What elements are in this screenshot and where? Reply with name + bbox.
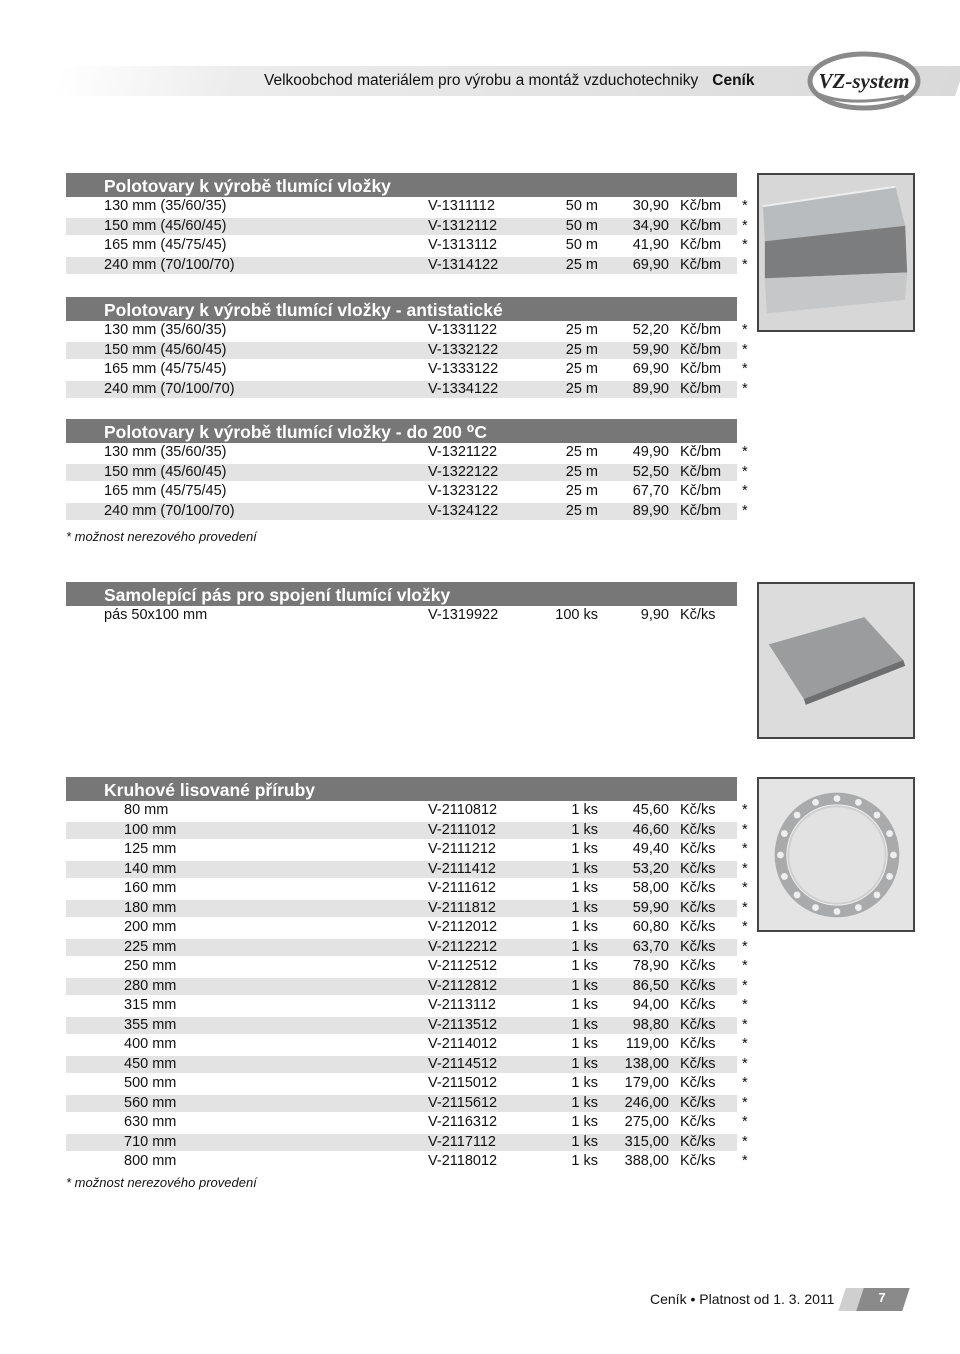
stainless-mark: * xyxy=(742,821,748,838)
package-quantity: 50 m xyxy=(565,198,598,214)
product-code: V-2113112 xyxy=(428,997,496,1013)
table-row xyxy=(66,1094,756,1114)
unit-price: 52,20 xyxy=(632,322,669,338)
price-unit: Kč/bm xyxy=(680,483,722,499)
price-unit: Kč/ks xyxy=(680,841,716,857)
package-quantity: 50 m xyxy=(565,217,598,234)
stainless-mark: * xyxy=(742,1133,748,1150)
unit-price: 119,00 xyxy=(625,1036,669,1052)
table-row xyxy=(66,217,756,237)
footer-validity: Ceník • Platnost od 1. 3. 2011 xyxy=(650,1291,835,1307)
stainless-mark: * xyxy=(742,444,748,460)
unit-price: 34,90 xyxy=(632,217,669,234)
stainless-mark: * xyxy=(742,880,748,896)
unit-price: 49,90 xyxy=(632,444,669,460)
table-row xyxy=(66,821,756,841)
package-quantity: 1 ks xyxy=(571,1094,598,1111)
price-unit: Kč/bm xyxy=(680,502,722,519)
product-code: V-2115012 xyxy=(428,1075,498,1091)
product-code: V-2115612 xyxy=(428,1094,498,1111)
product-code: V-2112812 xyxy=(428,977,498,994)
price-unit: Kč/ks xyxy=(680,802,716,818)
product-code: V-1333122 xyxy=(428,361,499,377)
unit-price: 59,90 xyxy=(632,341,669,358)
table-row xyxy=(66,860,756,880)
table-row xyxy=(66,443,756,463)
table-row xyxy=(66,360,756,380)
price-unit: Kč/ks xyxy=(680,1036,716,1052)
package-quantity: 1 ks xyxy=(571,997,598,1013)
price-unit: Kč/ks xyxy=(680,1114,716,1130)
section-title: Polotovary k výrobě tlumící vložky xyxy=(66,173,737,197)
package-quantity: 1 ks xyxy=(571,1133,598,1150)
price-unit: Kč/bm xyxy=(680,237,722,253)
header-label: Ceník xyxy=(712,72,755,89)
section-tlumici-vlozky xyxy=(66,173,756,275)
price-unit: Kč/ks xyxy=(680,919,716,935)
price-unit: Kč/ks xyxy=(680,938,716,955)
product-code: V-2112512 xyxy=(428,958,498,974)
product-name: 225 mm xyxy=(124,938,177,955)
product-code: V-2113512 xyxy=(428,1016,498,1033)
table-row xyxy=(66,197,756,217)
unit-price: 60,80 xyxy=(632,919,669,935)
product-code: V-2114012 xyxy=(428,1036,498,1052)
stainless-mark: * xyxy=(742,361,748,377)
package-quantity: 1 ks xyxy=(571,1016,598,1033)
product-code: V-2111412 xyxy=(428,860,496,877)
logo-graphic xyxy=(804,50,922,112)
price-unit: Kč/bm xyxy=(680,380,722,397)
price-rows xyxy=(66,197,756,275)
product-code: V-1311112 xyxy=(428,198,495,214)
package-quantity: 25 m xyxy=(565,502,598,519)
stainless-mark: * xyxy=(742,256,748,273)
product-name: 500 mm xyxy=(124,1075,177,1091)
unit-price: 179,00 xyxy=(624,1075,669,1091)
product-name: 165 mm (45/75/45) xyxy=(104,237,227,253)
package-quantity: 1 ks xyxy=(571,938,598,955)
unit-price: 89,90 xyxy=(632,380,669,397)
product-code: V-2112012 xyxy=(428,919,498,935)
product-name: 165 mm (45/75/45) xyxy=(104,483,227,499)
table-row xyxy=(66,1035,756,1055)
package-quantity: 25 m xyxy=(565,444,598,460)
stainless-mark: * xyxy=(742,198,748,214)
price-unit: Kč/bm xyxy=(680,341,722,358)
table-row xyxy=(66,236,756,256)
logo-text: VZ-system xyxy=(818,69,910,93)
table-row xyxy=(66,341,756,361)
product-name: 240 mm (70/100/70) xyxy=(104,256,235,273)
unit-price: 89,90 xyxy=(632,502,669,519)
package-quantity: 1 ks xyxy=(571,880,598,896)
unit-price: 86,50 xyxy=(632,977,669,994)
product-name: 200 mm xyxy=(124,919,177,935)
unit-price: 388,00 xyxy=(624,1153,669,1169)
product-code: V-2111612 xyxy=(428,880,496,896)
stainless-mark: * xyxy=(742,938,748,955)
section-do-200c xyxy=(66,419,756,521)
price-unit: Kč/ks xyxy=(680,607,716,623)
stainless-mark: * xyxy=(742,802,748,818)
product-code: V-2112212 xyxy=(428,938,498,955)
price-unit: Kč/bm xyxy=(680,322,722,338)
table-row xyxy=(66,977,756,997)
product-code: V-1319922 xyxy=(428,607,499,623)
product-name: 165 mm (45/75/45) xyxy=(104,361,227,377)
unit-price: 41,90 xyxy=(632,237,669,253)
product-name: 800 mm xyxy=(124,1153,177,1169)
price-unit: Kč/ks xyxy=(680,899,716,916)
stainless-mark: * xyxy=(742,237,748,253)
unit-price: 98,80 xyxy=(632,1016,669,1033)
unit-price: 67,70 xyxy=(632,483,669,499)
table-row xyxy=(66,380,756,400)
package-quantity: 1 ks xyxy=(571,1055,598,1072)
product-code: V-1332122 xyxy=(428,341,499,358)
stainless-mark: * xyxy=(742,919,748,935)
table-row xyxy=(66,463,756,483)
unit-price: 59,90 xyxy=(632,899,669,916)
unit-price: 46,60 xyxy=(632,821,669,838)
unit-price: 30,90 xyxy=(632,198,669,214)
product-name: 80 mm xyxy=(124,802,169,818)
unit-price: 58,00 xyxy=(632,880,669,896)
price-unit: Kč/ks xyxy=(680,1153,716,1169)
package-quantity: 25 m xyxy=(565,256,598,273)
table-row xyxy=(66,1133,756,1153)
product-name: 630 mm xyxy=(124,1114,177,1130)
price-unit: Kč/bm xyxy=(680,463,722,480)
product-name: 355 mm xyxy=(124,1016,177,1033)
product-name: 140 mm xyxy=(124,860,177,877)
header-text xyxy=(264,72,754,90)
package-quantity: 25 m xyxy=(565,322,598,338)
product-code: V-2117112 xyxy=(428,1133,496,1150)
product-name: 130 mm (35/60/35) xyxy=(104,322,227,338)
product-photo-priruba xyxy=(757,777,915,932)
table-row xyxy=(66,801,756,821)
product-code: V-1314122 xyxy=(428,256,499,273)
footnote-nerez: * možnost nerezového provedení xyxy=(66,529,257,544)
unit-price: 246,00 xyxy=(624,1094,669,1111)
section-title: Samolepící pás pro spojení tlumící vložky xyxy=(66,582,737,606)
package-quantity: 100 ks xyxy=(555,607,598,623)
company-logo xyxy=(804,50,922,112)
package-quantity: 1 ks xyxy=(571,860,598,877)
stainless-mark: * xyxy=(742,217,748,234)
stainless-mark: * xyxy=(742,899,748,916)
package-quantity: 1 ks xyxy=(571,1153,598,1169)
table-row xyxy=(66,606,756,626)
stainless-mark: * xyxy=(742,380,748,397)
unit-price: 45,60 xyxy=(632,802,669,818)
table-row xyxy=(66,899,756,919)
package-quantity: 1 ks xyxy=(571,1114,598,1130)
package-quantity: 25 m xyxy=(565,361,598,377)
stainless-mark: * xyxy=(742,341,748,358)
product-code: V-2111812 xyxy=(428,899,496,916)
product-name: 130 mm (35/60/35) xyxy=(104,198,227,214)
table-row xyxy=(66,918,756,938)
price-rows xyxy=(66,321,756,399)
table-row xyxy=(66,1074,756,1094)
table-row xyxy=(66,502,756,522)
section-title: Polotovary k výrobě tlumící vložky - do 200 ⁰C xyxy=(66,419,737,443)
table-row xyxy=(66,996,756,1016)
package-quantity: 1 ks xyxy=(571,977,598,994)
price-unit: Kč/ks xyxy=(680,860,716,877)
product-name: 240 mm (70/100/70) xyxy=(104,380,235,397)
adhesive-strip-image xyxy=(759,584,913,737)
stainless-mark: * xyxy=(742,463,748,480)
product-code: V-1324122 xyxy=(428,502,499,519)
product-name: 280 mm xyxy=(124,977,177,994)
product-code: V-2110812 xyxy=(428,802,498,818)
product-name: 710 mm xyxy=(124,1133,177,1150)
section-samolepici-pas xyxy=(66,582,756,626)
price-unit: Kč/ks xyxy=(680,1016,716,1033)
product-code: V-2114512 xyxy=(428,1055,498,1072)
price-unit: Kč/ks xyxy=(680,821,716,838)
stainless-mark: * xyxy=(742,958,748,974)
price-unit: Kč/ks xyxy=(680,1133,716,1150)
table-row xyxy=(66,1055,756,1075)
product-code: V-1321122 xyxy=(428,444,498,460)
table-row xyxy=(66,256,756,276)
price-unit: Kč/ks xyxy=(680,997,716,1013)
price-rows xyxy=(66,443,756,521)
package-quantity: 1 ks xyxy=(571,821,598,838)
stainless-mark: * xyxy=(742,1055,748,1072)
table-row xyxy=(66,482,756,502)
stainless-mark: * xyxy=(742,1153,748,1169)
price-unit: Kč/bm xyxy=(680,217,722,234)
stainless-mark: * xyxy=(742,1036,748,1052)
unit-price: 63,70 xyxy=(632,938,669,955)
product-code: V-1322122 xyxy=(428,463,499,480)
table-row xyxy=(66,1152,756,1172)
product-name: 150 mm (45/60/45) xyxy=(104,217,227,234)
table-row xyxy=(66,1113,756,1133)
price-rows xyxy=(66,606,756,626)
product-name: 450 mm xyxy=(124,1055,177,1072)
product-code: V-1323122 xyxy=(428,483,499,499)
unit-price: 9,90 xyxy=(640,607,669,623)
price-unit: Kč/bm xyxy=(680,361,722,377)
section-kruhove-priruby xyxy=(66,777,756,1172)
table-row xyxy=(66,321,756,341)
product-photo-samolepici-pas xyxy=(757,582,915,739)
product-name: 400 mm xyxy=(124,1036,177,1052)
stainless-mark: * xyxy=(742,1094,748,1111)
product-code: V-2116312 xyxy=(428,1114,498,1130)
package-quantity: 50 m xyxy=(565,237,598,253)
flange-image xyxy=(759,779,913,930)
product-name: 125 mm xyxy=(124,841,177,857)
unit-price: 53,20 xyxy=(632,860,669,877)
price-unit: Kč/ks xyxy=(680,977,716,994)
product-code: V-2111012 xyxy=(428,821,496,838)
price-unit: Kč/ks xyxy=(680,958,716,974)
product-code: V-1312112 xyxy=(428,217,498,234)
table-row xyxy=(66,840,756,860)
stainless-mark: * xyxy=(742,483,748,499)
product-name: 150 mm (45/60/45) xyxy=(104,463,227,480)
package-quantity: 1 ks xyxy=(571,899,598,916)
product-name: 560 mm xyxy=(124,1094,177,1111)
package-quantity: 1 ks xyxy=(571,802,598,818)
package-quantity: 25 m xyxy=(565,380,598,397)
product-code: V-2118012 xyxy=(428,1153,498,1169)
table-row xyxy=(66,957,756,977)
product-name: pás 50x100 mm xyxy=(104,607,208,623)
product-code: V-1334122 xyxy=(428,380,499,397)
product-name: 130 mm (35/60/35) xyxy=(104,444,227,460)
product-name: 315 mm xyxy=(124,997,177,1013)
unit-price: 52,50 xyxy=(632,463,669,480)
stainless-mark: * xyxy=(742,502,748,519)
unit-price: 275,00 xyxy=(624,1114,669,1130)
stainless-mark: * xyxy=(742,977,748,994)
price-unit: Kč/ks xyxy=(680,1075,716,1091)
package-quantity: 1 ks xyxy=(571,919,598,935)
unit-price: 69,90 xyxy=(632,256,669,273)
product-name: 180 mm xyxy=(124,899,177,916)
product-code: V-1331122 xyxy=(428,322,498,338)
product-name: 100 mm xyxy=(124,821,177,838)
package-quantity: 1 ks xyxy=(571,958,598,974)
price-unit: Kč/ks xyxy=(680,1055,716,1072)
unit-price: 315,00 xyxy=(624,1133,669,1150)
stainless-mark: * xyxy=(742,322,748,338)
product-name: 250 mm xyxy=(124,958,177,974)
section-title: Kruhové lisované příruby xyxy=(66,777,737,801)
stainless-mark: * xyxy=(742,997,748,1013)
stainless-mark: * xyxy=(742,1114,748,1130)
header-subtitle: Velkoobchod materiálem pro výrobu a montáž vzduchotechniky xyxy=(264,72,699,89)
unit-price: 49,40 xyxy=(632,841,669,857)
table-row xyxy=(66,879,756,899)
price-rows xyxy=(66,801,756,1172)
package-quantity: 1 ks xyxy=(571,841,598,857)
price-unit: Kč/bm xyxy=(680,444,722,460)
product-photo-tlumici-vlozka xyxy=(757,173,915,332)
product-name: 240 mm (70/100/70) xyxy=(104,502,235,519)
page-number: 7 xyxy=(878,1290,886,1305)
package-quantity: 25 m xyxy=(565,463,598,480)
package-quantity: 1 ks xyxy=(571,1075,598,1091)
unit-price: 138,00 xyxy=(624,1055,669,1072)
product-code: V-2111212 xyxy=(428,841,496,857)
table-row xyxy=(66,938,756,958)
stainless-mark: * xyxy=(742,860,748,877)
footnote-nerez: * možnost nerezového provedení xyxy=(66,1175,257,1190)
product-code: V-1313112 xyxy=(428,237,498,253)
stainless-mark: * xyxy=(742,1075,748,1091)
unit-price: 69,90 xyxy=(632,361,669,377)
section-antistaticke xyxy=(66,297,756,399)
price-unit: Kč/bm xyxy=(680,198,722,214)
duct-liner-image xyxy=(759,175,913,330)
price-unit: Kč/bm xyxy=(680,256,722,273)
price-unit: Kč/ks xyxy=(680,880,716,896)
product-name: 150 mm (45/60/45) xyxy=(104,341,227,358)
table-row xyxy=(66,1016,756,1036)
product-name: 160 mm xyxy=(124,880,177,896)
stainless-mark: * xyxy=(742,841,748,857)
stainless-mark: * xyxy=(742,1016,748,1033)
unit-price: 78,90 xyxy=(632,958,669,974)
section-title: Polotovary k výrobě tlumící vložky - antistatické xyxy=(66,297,737,321)
package-quantity: 1 ks xyxy=(571,1036,598,1052)
package-quantity: 25 m xyxy=(565,483,598,499)
price-unit: Kč/ks xyxy=(680,1094,716,1111)
package-quantity: 25 m xyxy=(565,341,598,358)
unit-price: 94,00 xyxy=(632,997,669,1013)
